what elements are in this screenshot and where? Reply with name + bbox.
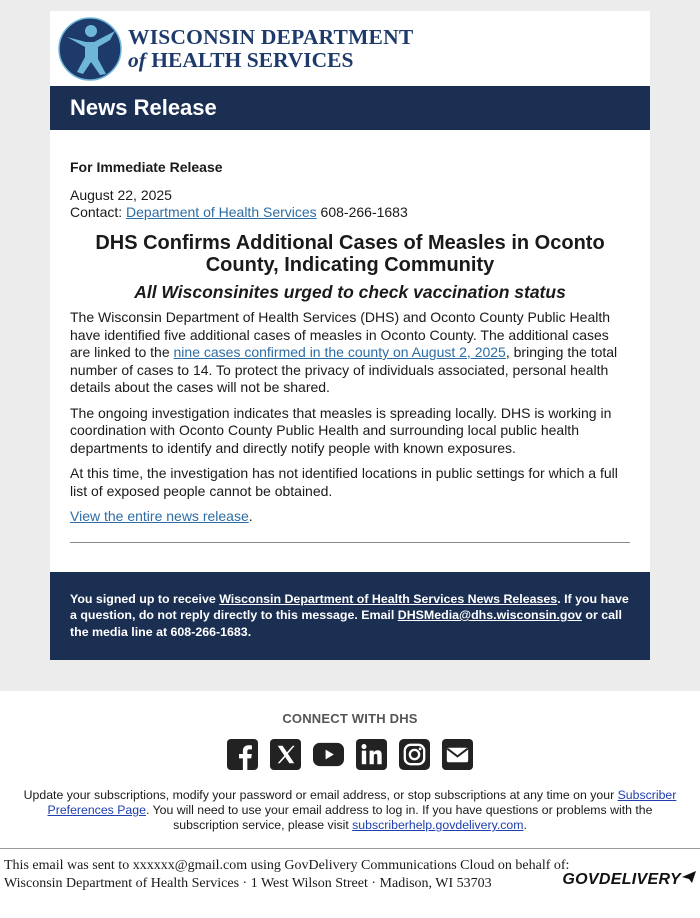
org-name-rest: HEALTH SERVICES xyxy=(145,47,354,72)
signup-text-3: or call the media line at 608-266-1683. xyxy=(70,608,622,639)
org-name-line2 xyxy=(128,49,413,72)
subscriber-help-link[interactable]: subscriberhelp.govdelivery.com xyxy=(352,818,524,832)
view-entire-release-link[interactable]: View the entire news release xyxy=(70,508,249,524)
paragraph-3: At this time, the investigation has not identified locations in public settings for which a full list of exposed people cannot be obtained. xyxy=(70,465,618,499)
immediate-release-label: For Immediate Release xyxy=(70,159,223,175)
social-icons xyxy=(0,739,700,770)
paragraph-1-text-a: The Wisconsin Department of Health Services (DHS) and Oconto County Public Health have identified five additional cases of measles in Oconto County. The additional cases are linked to the xyxy=(70,309,611,360)
subs-text-2: . You will need to use your email address to log in. If you have questions or problems with the subscription service, please visit xyxy=(145,803,653,832)
subscription-info xyxy=(18,788,682,833)
content-spacer xyxy=(50,543,650,572)
release-date: August 22, 2025 xyxy=(70,186,172,203)
release-content xyxy=(50,130,650,543)
contact-label: Contact: xyxy=(70,204,127,220)
contact-dhs-link[interactable]: Department of Health Services xyxy=(126,204,317,220)
youtube-icon[interactable] xyxy=(313,739,344,770)
linkedin-icon[interactable] xyxy=(356,739,387,770)
govdelivery-logo[interactable] xyxy=(562,871,696,889)
paragraph-1 xyxy=(70,309,630,397)
x-icon[interactable] xyxy=(270,739,301,770)
govdelivery-logo-text: GOVDELIVERY xyxy=(562,871,681,888)
banner-title: News Release xyxy=(70,95,217,120)
paper-plane-icon xyxy=(682,871,696,883)
email-card xyxy=(50,11,650,660)
email-icon[interactable] xyxy=(442,739,473,770)
dhs-wordmark xyxy=(128,26,413,72)
org-name-line1: WISCONSIN DEPARTMENT xyxy=(128,24,414,49)
nine-cases-link[interactable]: nine cases confirmed in the county on August 2, 2025 xyxy=(173,344,506,360)
dhs-figure-icon xyxy=(58,17,122,81)
subs-text-3: . xyxy=(523,818,527,832)
contact-line xyxy=(70,204,630,222)
release-subheadline: All Wisconsinites urged to check vaccination status xyxy=(134,281,566,302)
signup-text-2: . If you have a question, do not reply directly to this message. Email xyxy=(70,591,629,622)
instagram-icon[interactable] xyxy=(399,739,430,770)
news-releases-link[interactable]: Wisconsin Department of Health Services News Releases xyxy=(219,591,558,606)
org-name-of: of xyxy=(128,47,146,72)
govdelivery-footer xyxy=(0,848,700,893)
signup-text-1: You signed up to receive xyxy=(70,591,220,606)
connect-title: CONNECT WITH DHS xyxy=(282,711,418,726)
govdelivery-notice: This email was sent to xxxxxx@gmail.com using GovDelivery Communications Cloud on behalf of: Wisconsin Department of Health Services · 1 West Wilson Street · Madison, WI 53703 xyxy=(4,858,570,891)
dhs-media-email-link[interactable]: DHSMedia@dhs.wisconsin.gov xyxy=(397,608,582,622)
news-release-banner xyxy=(50,86,650,130)
paragraph-1-text-b: , bringing the total number of cases to 14. To protect the privacy of individuals associated, personal health details about the cases will not be shared. xyxy=(70,344,618,395)
connect-section xyxy=(0,691,700,770)
paragraph-2: The ongoing investigation indicates that measles is spreading locally. DHS is working in coordination with Oconto County Public Health and surrounding local public health departments to identify and directly notify people with known exposures. xyxy=(70,404,612,456)
contact-phone: 608-266-1683 xyxy=(316,204,408,220)
subscriber-preferences-link[interactable]: Subscriber Preferences Page xyxy=(47,788,677,817)
dhs-logo[interactable] xyxy=(50,11,650,86)
view-release-line xyxy=(70,508,630,526)
view-release-period: . xyxy=(248,508,253,524)
signup-notice xyxy=(50,572,650,661)
release-headline: DHS Confirms Additional Cases of Measles in Oconto County, Indicating Community xyxy=(95,231,605,276)
facebook-icon[interactable] xyxy=(227,739,258,770)
subs-text-1: Update your subscriptions, modify your password or email address, or stop subscriptions at any time on your xyxy=(23,788,618,802)
